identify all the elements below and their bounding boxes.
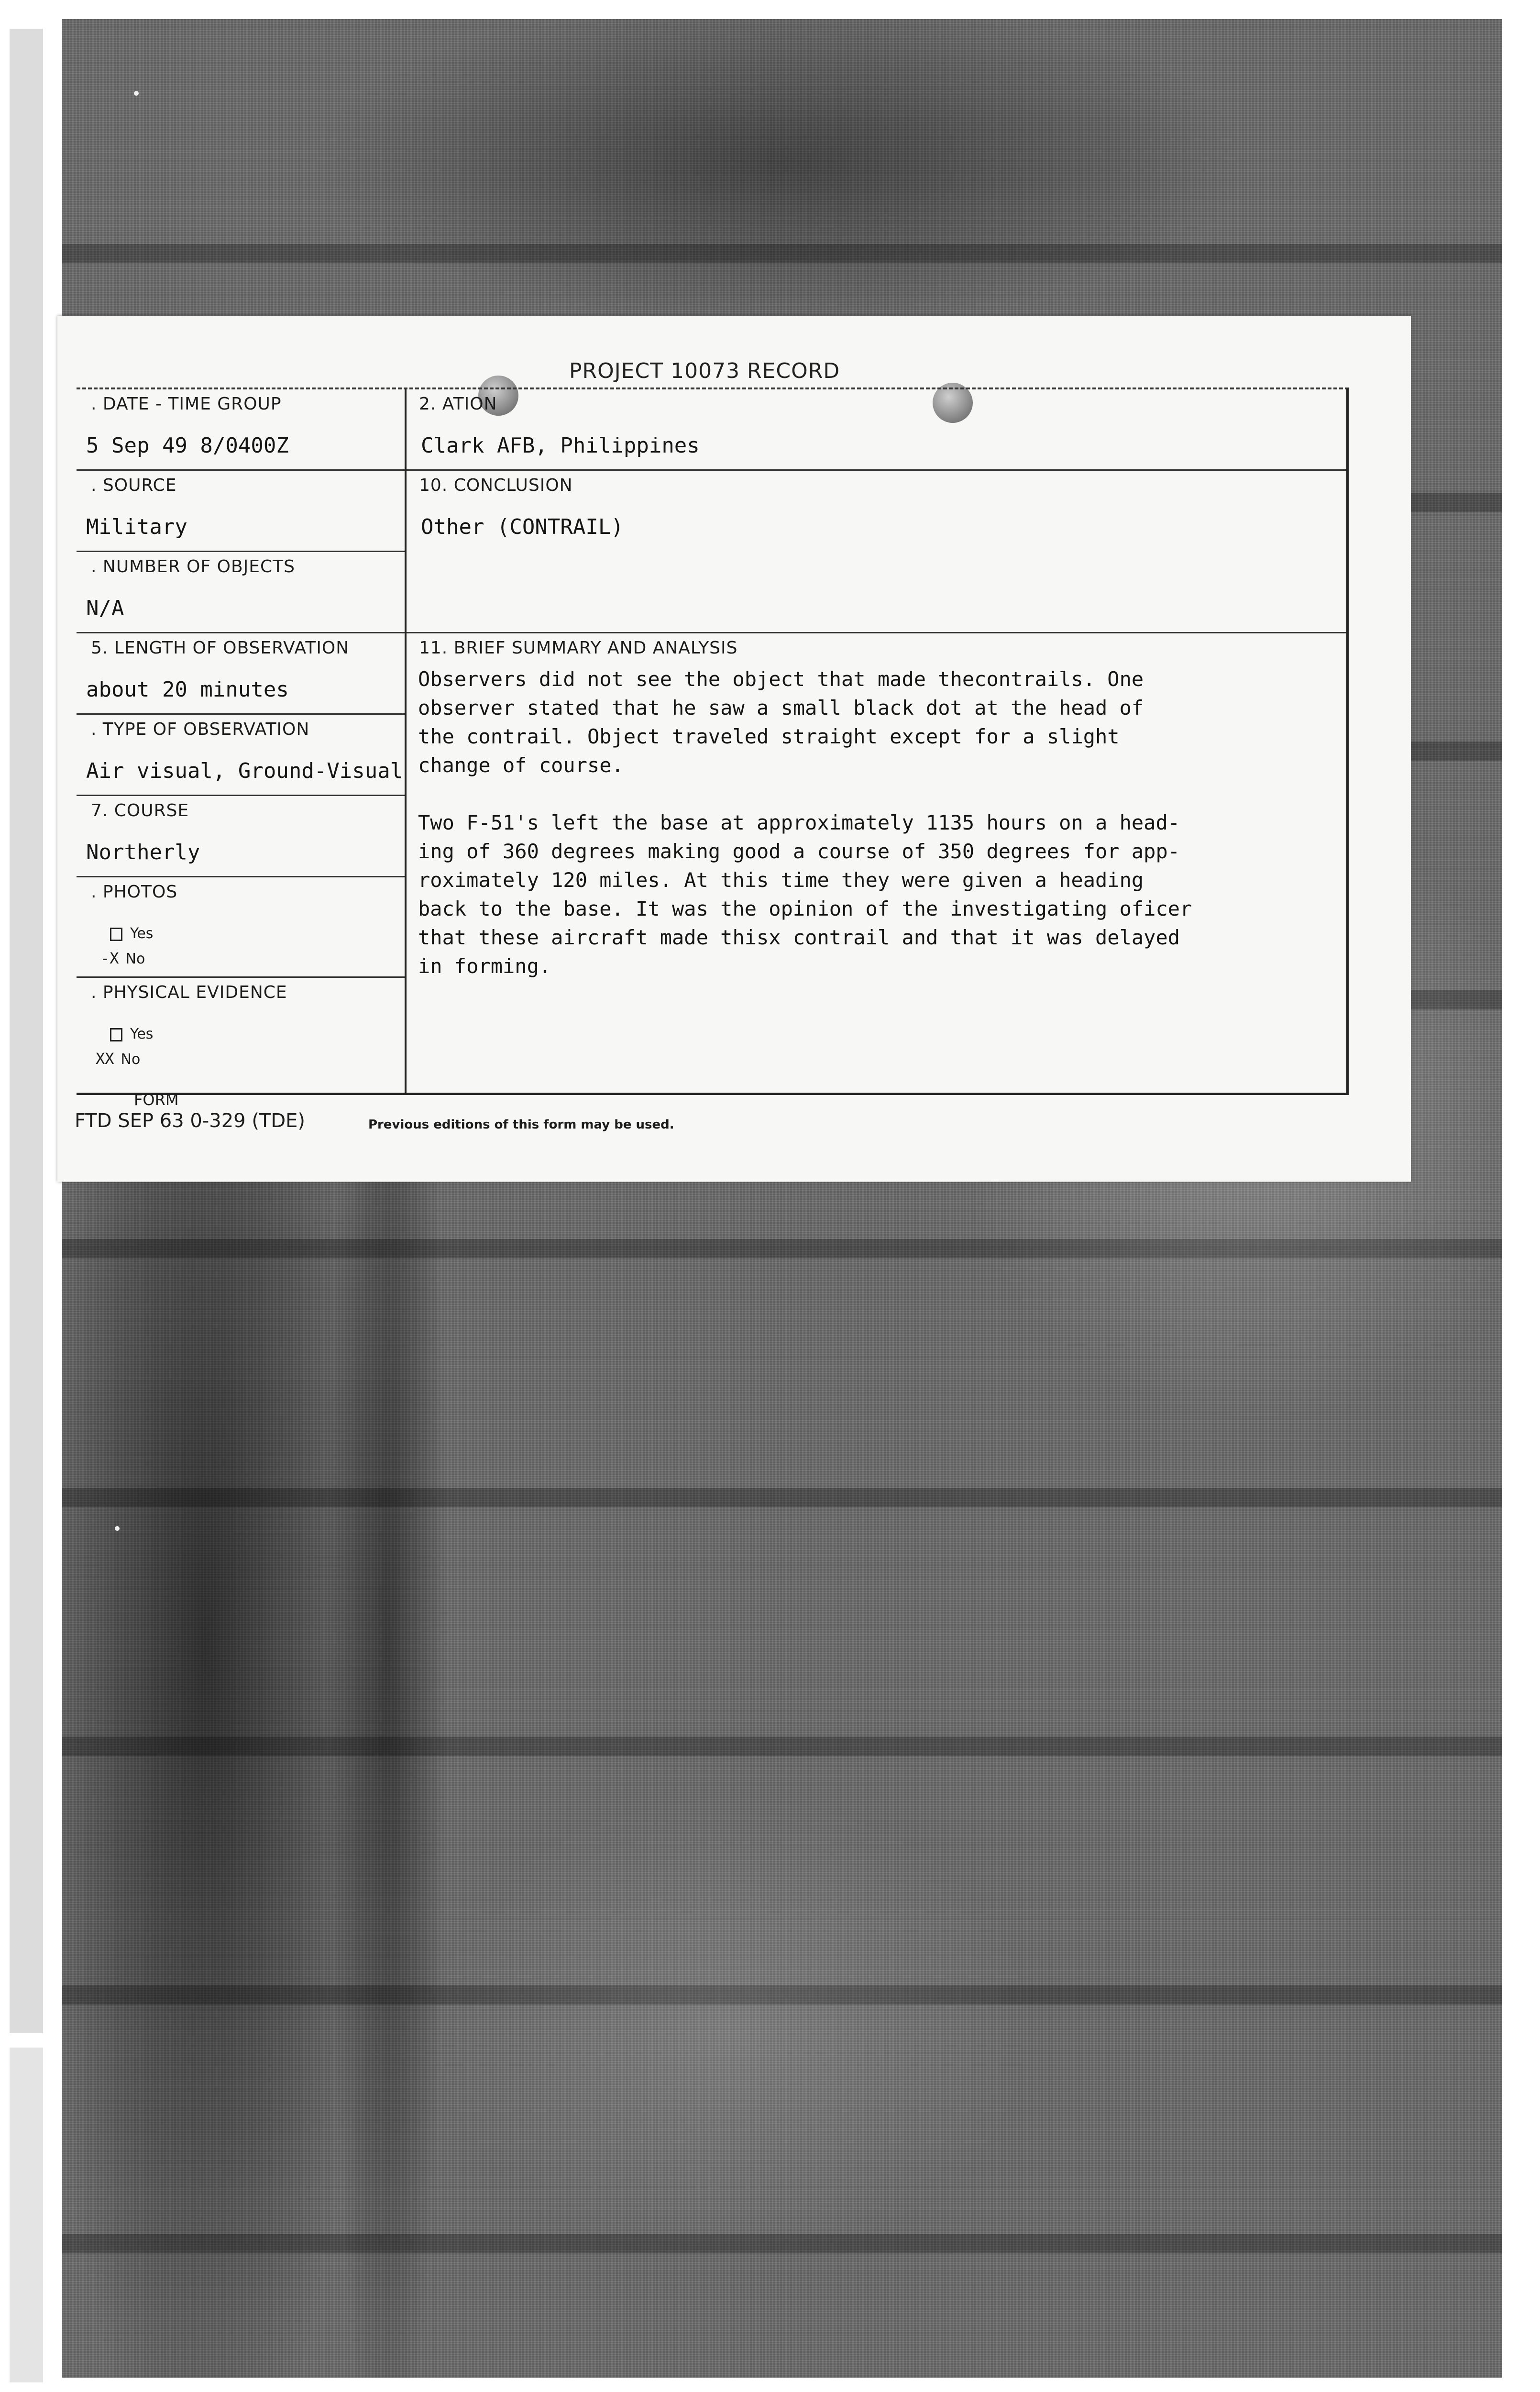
right-column [407, 389, 1346, 1093]
photos-yes-option [110, 925, 153, 942]
source-value: Military [86, 515, 187, 539]
course-cell [77, 796, 405, 877]
summary-line: Observers did not see the object that made thecontrails. One [418, 667, 1144, 691]
physical-evidence-no-label: No [121, 1051, 141, 1068]
summary-cell [407, 633, 1346, 1093]
physical-evidence-cell [77, 978, 405, 1093]
conclusion-label: 10. CONCLUSION [419, 476, 573, 495]
location-value: Clark AFB, Philippines [421, 433, 700, 458]
photos-cell [77, 877, 405, 978]
number-of-objects-value: N/A [86, 596, 124, 620]
form-footer-label: FORM [134, 1091, 179, 1109]
course-label: 7. COURSE [91, 801, 189, 820]
photos-yes-label: Yes [130, 925, 154, 942]
summary-line: Two F-51's left the base at approximately 1135 hours on a head- [418, 811, 1180, 834]
type-of-observation-value: Air visual, Ground-Visual [86, 759, 403, 783]
summary-line: that these aircraft made thisx contrail and that it was delayed [418, 926, 1180, 949]
date-time-group-value: 5 Sep 49 8/0400Z [86, 433, 289, 458]
page-edge-strip-lower [10, 2048, 43, 2382]
checkbox-icon [110, 928, 122, 941]
conclusion-value: Other (CONTRAIL) [421, 515, 624, 539]
dust-speck [115, 1526, 120, 1531]
type-of-observation-cell [77, 715, 405, 796]
left-column [77, 389, 407, 1093]
photos-no-label: No [125, 951, 145, 967]
summary-line: ing of 360 degrees making good a course of 350 degrees for app- [418, 840, 1180, 863]
summary-line: in forming. [418, 954, 551, 978]
date-time-group-cell [77, 389, 405, 471]
summary-line: the contrail. Object traveled straight except for a slight [418, 725, 1120, 748]
location-label: 2. ATION [419, 394, 497, 414]
checkbox-icon [110, 1028, 122, 1041]
dust-speck [134, 91, 139, 96]
number-of-objects-label: . NUMBER OF OBJECTS [91, 557, 295, 576]
page-edge-strip [10, 29, 43, 2033]
source-cell [77, 471, 405, 552]
summary-paragraph-1 [418, 665, 1327, 780]
number-of-objects-cell [77, 552, 405, 633]
physical-evidence-no-option [96, 1050, 140, 1068]
length-of-observation-cell [77, 633, 405, 715]
physical-evidence-label: . PHYSICAL EVIDENCE [91, 983, 287, 1002]
date-time-group-label: . DATE - TIME GROUP [91, 394, 282, 414]
length-of-observation-value: about 20 minutes [86, 677, 289, 702]
summary-line: back to the base. It was the opinion of the investigating oficer [418, 897, 1192, 920]
source-label: . SOURCE [91, 476, 177, 495]
summary-label: 11. BRIEF SUMMARY AND ANALYSIS [419, 638, 738, 658]
physical-evidence-no-mark: XX [96, 1050, 114, 1068]
form-footer-note: Previous editions of this form may be used. [368, 1118, 674, 1132]
location-cell [407, 389, 1346, 471]
summary-line: observer stated that he saw a small black dot at the head of [418, 696, 1144, 720]
summary-paragraph-2 [418, 808, 1327, 981]
record-card [57, 316, 1411, 1182]
form-footer-code: FTD SEP 63 0-329 (TDE) [75, 1110, 306, 1132]
type-of-observation-label: . TYPE OF OBSERVATION [91, 720, 310, 739]
course-value: Northerly [86, 840, 200, 864]
record-form [77, 388, 1349, 1095]
length-of-observation-label: 5. LENGTH OF OBSERVATION [91, 638, 350, 658]
card-title: PROJECT 10073 RECORD [569, 359, 840, 383]
summary-line: roximately 120 miles. At this time they were given a heading [418, 868, 1144, 892]
physical-evidence-yes-option [110, 1026, 153, 1042]
photos-no-option [100, 949, 145, 967]
conclusion-cell [407, 471, 1346, 633]
photos-no-mark: -X [100, 949, 119, 967]
physical-evidence-yes-label: Yes [130, 1026, 154, 1042]
summary-line: change of course. [418, 753, 624, 777]
photos-label: . PHOTOS [91, 882, 178, 902]
